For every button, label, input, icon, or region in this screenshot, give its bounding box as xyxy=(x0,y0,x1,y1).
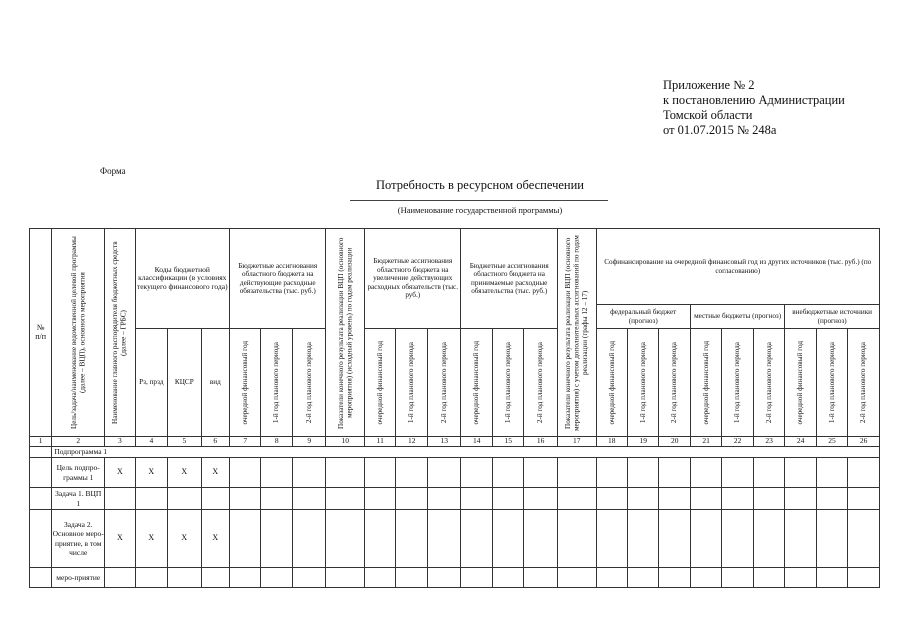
table-cell xyxy=(627,568,658,588)
table-cell xyxy=(848,568,880,588)
table-cell xyxy=(659,510,690,568)
appendix-line-3: Томской области xyxy=(663,108,753,122)
header-kcsr: КЦСР xyxy=(168,329,202,437)
table-cell xyxy=(427,510,461,568)
column-number: 4 xyxy=(135,437,167,447)
header-c18: очередной финансовый год xyxy=(596,329,627,437)
table-cell xyxy=(785,510,816,568)
table-cell xyxy=(261,488,292,510)
row-event: меро-приятие xyxy=(52,568,105,588)
table-cell xyxy=(168,568,202,588)
column-number-row xyxy=(30,437,880,447)
column-number: 13 xyxy=(427,437,461,447)
header-c12: 1-й год планового периода xyxy=(396,329,427,437)
table-cell xyxy=(785,488,816,510)
table-cell xyxy=(230,488,261,510)
table-cell xyxy=(461,510,492,568)
column-number: 16 xyxy=(524,437,558,447)
header-codes: Коды бюджетной классификации (в условиях текущего финансового года) xyxy=(135,229,229,329)
x-mark: X xyxy=(168,510,202,568)
table-cell xyxy=(722,568,753,588)
header-c7: очередной финансовый год xyxy=(230,329,261,437)
appendix-line-4: от 01.07.2015 № 248а xyxy=(663,123,777,137)
table-cell xyxy=(292,458,326,488)
table-cell xyxy=(557,510,596,568)
page-subtitle: (Наименование государственной программы) xyxy=(397,205,563,215)
column-number: 5 xyxy=(168,437,202,447)
column-number: 7 xyxy=(230,437,261,447)
table-cell xyxy=(524,510,558,568)
table-cell xyxy=(261,510,292,568)
table-cell xyxy=(816,488,847,510)
header-c13: 2-й год планового периода xyxy=(427,329,461,437)
table-cell xyxy=(848,488,880,510)
header-cofinancing: Софинансирование на очередной финансовый год из других источников (тыс. руб.) (по согласованию) xyxy=(596,229,879,305)
header-c23: 2-й год планового периода xyxy=(753,329,784,437)
table-cell xyxy=(753,458,784,488)
column-number: 23 xyxy=(753,437,784,447)
appendix-line-2: к постановлению Администрации xyxy=(663,93,845,107)
header-rz: Рз, прзд xyxy=(135,329,167,437)
table-cell xyxy=(816,458,847,488)
table-cell xyxy=(230,510,261,568)
column-number: 10 xyxy=(326,437,365,447)
table-cell xyxy=(690,458,721,488)
table-cell xyxy=(135,488,167,510)
column-number: 26 xyxy=(848,437,880,447)
header-c15: 1-й год планового периода xyxy=(492,329,523,437)
column-number: 2 xyxy=(52,437,105,447)
table-cell xyxy=(722,510,753,568)
table-cell xyxy=(557,458,596,488)
table-cell xyxy=(753,568,784,588)
header-assign-new: Бюджетные ассигнования областного бюджета на принимаемые расходные обязательства (тыс. руб.) xyxy=(461,229,557,329)
table-cell xyxy=(326,568,365,588)
column-number: 22 xyxy=(722,437,753,447)
table-cell xyxy=(596,458,627,488)
table-row xyxy=(30,568,880,588)
table-cell xyxy=(461,568,492,588)
header-c16: 2-й год планового периода xyxy=(524,329,558,437)
table-cell xyxy=(492,568,523,588)
subprogram-label: Подпрограмма 1 xyxy=(52,447,880,458)
table-cell xyxy=(557,488,596,510)
x-mark: X xyxy=(105,458,135,488)
table-cell xyxy=(230,568,261,588)
column-number: 6 xyxy=(201,437,229,447)
table-cell xyxy=(627,510,658,568)
table-cell xyxy=(690,510,721,568)
table-cell xyxy=(105,488,135,510)
column-number: 1 xyxy=(30,437,52,447)
table-cell xyxy=(690,488,721,510)
table-cell xyxy=(230,458,261,488)
header-c21: очередной финансовый год xyxy=(690,329,721,437)
table-cell xyxy=(596,510,627,568)
table-cell xyxy=(396,510,427,568)
header-grbs: Наименование главного распорядителя бюджетных средств (далее – ГРБС) xyxy=(105,229,135,437)
header-assign-current: Бюджетные ассигнования областного бюджета на действующие расходные обязательства (тыс. руб.) xyxy=(230,229,326,329)
header-c9: 2-й год планового периода xyxy=(292,329,326,437)
table-cell xyxy=(461,488,492,510)
column-number: 24 xyxy=(785,437,816,447)
table-cell xyxy=(848,510,880,568)
x-mark: X xyxy=(201,510,229,568)
table-cell xyxy=(659,568,690,588)
table-cell xyxy=(753,488,784,510)
row-goal-1: Цель подпро-граммы 1 xyxy=(52,458,105,488)
x-mark: X xyxy=(105,510,135,568)
table-row xyxy=(30,510,880,568)
resource-table xyxy=(29,228,880,588)
table-cell xyxy=(427,458,461,488)
table-cell xyxy=(396,568,427,588)
table-cell xyxy=(627,458,658,488)
table-cell xyxy=(816,510,847,568)
header-num: № п/п xyxy=(30,229,52,437)
table-cell xyxy=(659,458,690,488)
appendix-line-1: Приложение № 2 xyxy=(663,78,755,92)
header-c22: 1-й год планового периода xyxy=(722,329,753,437)
table-cell xyxy=(365,488,396,510)
table-cell xyxy=(596,488,627,510)
table-cell xyxy=(105,568,135,588)
appendix-block xyxy=(663,78,845,138)
table-cell xyxy=(848,458,880,488)
header-local: местные бюджеты (прогноз) xyxy=(690,305,784,329)
table-cell xyxy=(135,568,167,588)
column-number: 17 xyxy=(557,437,596,447)
table-cell xyxy=(492,510,523,568)
header-federal: федеральный бюджет (прогноз) xyxy=(596,305,690,329)
column-number: 3 xyxy=(105,437,135,447)
table-cell xyxy=(816,568,847,588)
table-cell xyxy=(722,458,753,488)
table-cell xyxy=(785,458,816,488)
title-underline xyxy=(350,200,608,201)
header-c20: 2-й год планового периода xyxy=(659,329,690,437)
table-cell xyxy=(292,510,326,568)
column-number: 20 xyxy=(659,437,690,447)
table-cell xyxy=(690,568,721,588)
table-row xyxy=(30,488,880,510)
table-cell xyxy=(461,458,492,488)
column-number: 14 xyxy=(461,437,492,447)
table-cell xyxy=(261,458,292,488)
column-number: 11 xyxy=(365,437,396,447)
table-cell xyxy=(557,568,596,588)
table-cell xyxy=(292,568,326,588)
table-cell xyxy=(326,510,365,568)
table-cell xyxy=(492,488,523,510)
table-cell xyxy=(722,488,753,510)
table-row xyxy=(30,458,880,488)
table-cell xyxy=(427,488,461,510)
table-row xyxy=(30,447,880,458)
table-cell xyxy=(168,488,202,510)
table-cell xyxy=(365,568,396,588)
table-cell xyxy=(427,568,461,588)
table-cell xyxy=(261,568,292,588)
x-mark: X xyxy=(168,458,202,488)
column-number: 21 xyxy=(690,437,721,447)
table-cell xyxy=(292,488,326,510)
table-cell xyxy=(365,458,396,488)
page-title: Потребность в ресурсном обеспечении xyxy=(376,178,584,192)
column-number: 18 xyxy=(596,437,627,447)
header-c11: очередной финансовый год xyxy=(365,329,396,437)
header-c25: 1-й год планового периода xyxy=(816,329,847,437)
header-vid: вид xyxy=(201,329,229,437)
header-c14: очередной финансовый год xyxy=(461,329,492,437)
table-cell xyxy=(524,488,558,510)
header-offbudget: внебюджетные источники (прогноз) xyxy=(785,305,880,329)
header-goal: Цель/задача/наименование ведомственной целевой программы (далее – ВЦП), основного мероприятия xyxy=(52,229,105,437)
header-c26: 2-й год планового периода xyxy=(848,329,880,437)
table-cell xyxy=(596,568,627,588)
table-cell xyxy=(201,488,229,510)
header-c24: очередной финансовый год xyxy=(785,329,816,437)
column-number: 12 xyxy=(396,437,427,447)
table-cell xyxy=(659,488,690,510)
header-c8: 1-й год планового периода xyxy=(261,329,292,437)
table-cell xyxy=(524,568,558,588)
table-cell xyxy=(753,510,784,568)
row-task-2: Задача 2. Основное меро-приятие, в том числе xyxy=(52,510,105,568)
form-label: Форма xyxy=(100,166,126,176)
x-mark: X xyxy=(135,510,167,568)
column-number: 8 xyxy=(261,437,292,447)
header-result-2: Показатели конечного результата реализации ВЦП (основного мероприятия) с учетом дополнительных ассигнований по годам реализации (графы 12 – 17) xyxy=(557,229,596,437)
table-cell xyxy=(492,458,523,488)
header-assign-increase: Бюджетные ассигнования областного бюджета на увеличение действующих расходных обязательств (тыс. руб.) xyxy=(365,229,461,329)
column-number: 9 xyxy=(292,437,326,447)
table-cell xyxy=(326,488,365,510)
row-task-1: Задача 1. ВЦП 1 xyxy=(52,488,105,510)
table-cell xyxy=(326,458,365,488)
table-cell xyxy=(365,510,396,568)
x-mark: X xyxy=(201,458,229,488)
table-cell xyxy=(201,568,229,588)
column-number: 19 xyxy=(627,437,658,447)
table-cell xyxy=(627,488,658,510)
header-c19: 1-й год планового периода xyxy=(627,329,658,437)
table-cell xyxy=(524,458,558,488)
table-cell xyxy=(396,458,427,488)
table-cell xyxy=(785,568,816,588)
column-number: 25 xyxy=(816,437,847,447)
x-mark: X xyxy=(135,458,167,488)
header-result-1: Показатели конечного результата реализации ВЦП (основного мероприятия) (исходный уровень) по годам реализации xyxy=(326,229,365,437)
column-number: 15 xyxy=(492,437,523,447)
table-cell xyxy=(396,488,427,510)
